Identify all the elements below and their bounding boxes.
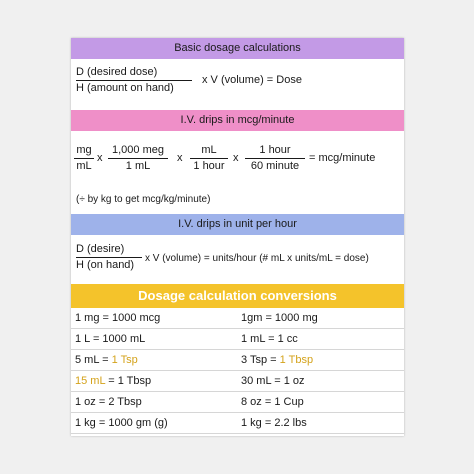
- conversion-left-part: = 1 Tbsp: [105, 375, 152, 387]
- iv-mcg-header: I.V. drips in mcg/minute: [71, 110, 404, 131]
- conversion-right-part: 3 Tsp =: [241, 354, 280, 366]
- basic-dosage-formula: [71, 59, 404, 110]
- dosage-reference-sheet: [71, 38, 404, 436]
- conversion-right: 8 oz = 1 Cup: [241, 396, 304, 408]
- table-row: [71, 350, 404, 371]
- f4-denominator: 60 minute: [250, 160, 300, 172]
- f2-numerator: 1,000 meg: [112, 144, 164, 156]
- iv-unit-header: I.V. drips in unit per hour: [71, 214, 404, 235]
- table-row: [71, 308, 404, 329]
- f1-denominator: mL: [76, 160, 92, 172]
- conversion-right: 1 mL = 1 cc: [241, 333, 298, 345]
- conversion-left: 1 mg = 1000 mcg: [75, 312, 161, 324]
- fraction-bar: [190, 158, 228, 159]
- formula-rest: x V (volume) = units/hour (# mL x units/mL = dose): [145, 253, 369, 264]
- fraction-bar: [108, 158, 168, 159]
- times-sign: x: [97, 152, 103, 164]
- conversion-left: 1 oz = 2 Tbsp: [75, 396, 142, 408]
- conversions-table: [71, 308, 404, 434]
- conversions-header: Dosage calculation conversions: [71, 284, 404, 308]
- iv-mcg-formula: [71, 131, 404, 214]
- formula-denominator: H (amount on hand): [76, 82, 174, 94]
- per-kg-note: (÷ by kg to get mcg/kg/minute): [76, 194, 211, 205]
- times-sign: x: [177, 152, 183, 164]
- conversion-left-part: 5 mL =: [75, 354, 112, 366]
- f1-numerator: mg: [76, 144, 92, 156]
- f4-numerator: 1 hour: [259, 144, 291, 156]
- conversion-right-highlight: 1 Tbsp: [279, 354, 314, 366]
- fraction-bar: [76, 80, 192, 81]
- table-row: [71, 371, 404, 392]
- formula-rest: x V (volume) = Dose: [202, 74, 302, 86]
- conversion-left: [71, 371, 237, 391]
- conversion-right: [237, 350, 404, 370]
- f2-denominator: 1 mL: [125, 160, 151, 172]
- basic-dosage-header: Basic dosage calculations: [71, 38, 404, 59]
- conversion-right: 1 kg = 2.2 lbs: [241, 417, 307, 429]
- conversion-left-highlight: 1 Tsp: [111, 354, 138, 366]
- f3-denominator: 1 hour: [193, 160, 225, 172]
- formula-numerator: D (desired dose): [76, 66, 158, 78]
- fraction-bar: [76, 257, 142, 258]
- conversion-left: 1 L = 1000 mL: [75, 333, 146, 345]
- times-sign: x: [233, 152, 239, 164]
- conversion-left: [71, 350, 237, 370]
- iv-unit-formula: [71, 235, 404, 284]
- conversion-left-highlight: 15 mL: [75, 375, 106, 387]
- formula-numerator: D (desire): [76, 243, 125, 255]
- f3-numerator: mL: [201, 144, 217, 156]
- fraction-bar: [245, 158, 305, 159]
- formula-denominator: H (on hand): [76, 259, 135, 271]
- conversion-right: 1gm = 1000 mg: [241, 312, 318, 324]
- conversion-right: 30 mL = 1 oz: [241, 375, 305, 387]
- table-row: [71, 329, 404, 350]
- formula-result: = mcg/minute: [309, 152, 376, 164]
- table-row: [71, 413, 404, 434]
- fraction-bar: [74, 158, 94, 159]
- table-row: [71, 392, 404, 413]
- conversion-left: 1 kg = 1000 gm (g): [75, 417, 168, 429]
